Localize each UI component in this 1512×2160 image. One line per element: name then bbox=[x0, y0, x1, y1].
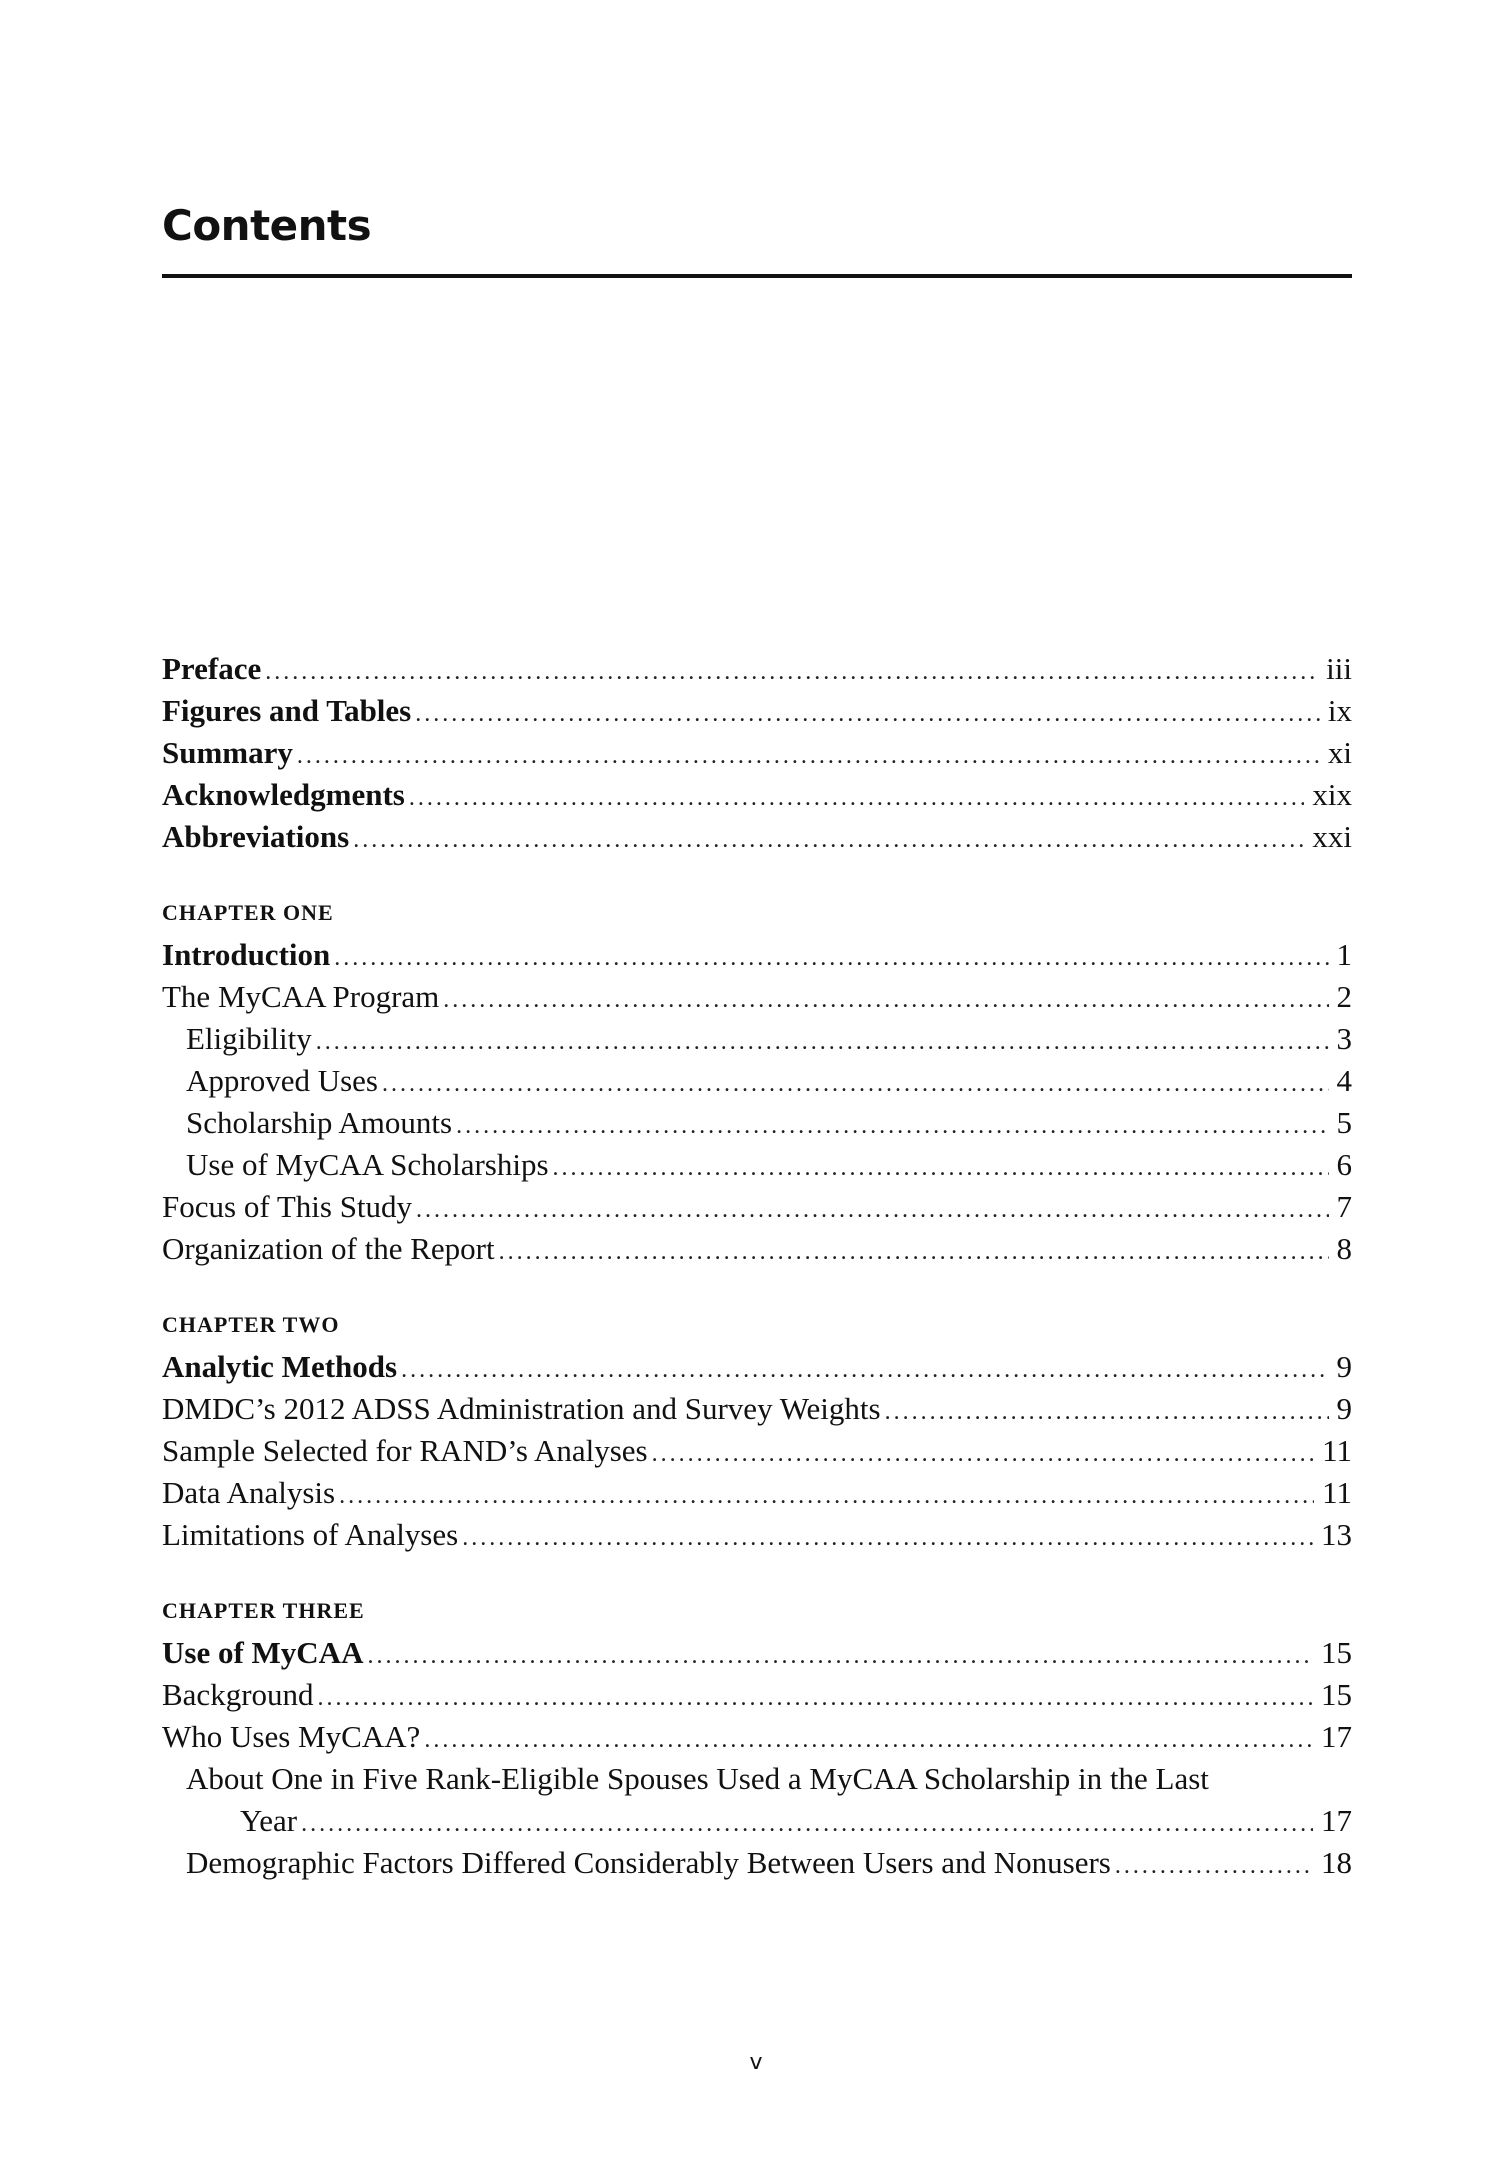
toc-entry-label: Summary bbox=[162, 735, 293, 770]
toc-entry[interactable] bbox=[162, 1430, 1352, 1472]
dot-leader bbox=[316, 1021, 1329, 1063]
toc-entry-page: iii bbox=[1326, 651, 1352, 686]
toc-entry-abbreviations[interactable] bbox=[162, 816, 1352, 858]
dot-leader bbox=[462, 1517, 1313, 1559]
toc-subentry[interactable] bbox=[162, 1144, 1352, 1186]
dot-leader bbox=[334, 937, 1328, 979]
toc-entry-page: 15 bbox=[1321, 1635, 1352, 1670]
toc-entry-page: 17 bbox=[1321, 1803, 1352, 1838]
toc-entry[interactable] bbox=[162, 1514, 1352, 1556]
toc-entry-label: Focus of This Study bbox=[162, 1189, 413, 1224]
toc-entry-page: 3 bbox=[1336, 1021, 1352, 1056]
title-rule bbox=[162, 274, 1352, 278]
toc-entry-page: 18 bbox=[1321, 1845, 1352, 1880]
toc-entry-label: Use of MyCAA Scholarships bbox=[186, 1147, 549, 1182]
toc-entry-label: Scholarship Amounts bbox=[186, 1105, 453, 1140]
toc-entry[interactable] bbox=[162, 1388, 1352, 1430]
dot-leader bbox=[265, 651, 1318, 693]
toc-entry-label: Organization of the Report bbox=[162, 1231, 495, 1266]
toc-entry-label: Limitations of Analyses bbox=[162, 1517, 459, 1552]
dot-leader bbox=[382, 1063, 1329, 1105]
dot-leader bbox=[297, 735, 1320, 777]
dot-leader bbox=[409, 777, 1305, 819]
toc-entry[interactable] bbox=[162, 1228, 1352, 1270]
dot-leader bbox=[885, 1391, 1329, 1433]
dot-leader bbox=[416, 1189, 1328, 1231]
toc-entry[interactable] bbox=[162, 976, 1352, 1018]
toc-entry-label: Demographic Factors Differed Considerably Between Users and Nonusers bbox=[186, 1845, 1111, 1880]
toc-entry-label: The MyCAA Program bbox=[162, 979, 440, 1014]
chapter-heading: CHAPTER THREE bbox=[162, 1598, 365, 1623]
dot-leader bbox=[301, 1803, 1313, 1845]
toc-chapter-title[interactable] bbox=[162, 1632, 1352, 1674]
toc-entry-page: 4 bbox=[1336, 1063, 1352, 1098]
dot-leader bbox=[339, 1475, 1314, 1517]
toc-entry-page: 9 bbox=[1336, 1391, 1352, 1426]
toc-entry-label: Data Analysis bbox=[162, 1475, 336, 1510]
toc-entry-label: Figures and Tables bbox=[162, 693, 412, 728]
toc-entry-page: 11 bbox=[1322, 1475, 1352, 1510]
toc-chapter-title[interactable] bbox=[162, 1346, 1352, 1388]
toc-subentry-line2[interactable] bbox=[162, 1800, 1352, 1842]
toc-subentry-line1[interactable] bbox=[162, 1758, 1352, 1800]
toc-entry-page: 7 bbox=[1336, 1189, 1352, 1224]
toc-entry-page: ix bbox=[1327, 693, 1352, 728]
toc-entry-page: xxi bbox=[1312, 819, 1352, 854]
toc-entry-label: Introduction bbox=[162, 937, 331, 972]
toc-entry-label: About One in Five Rank-Eligible Spouses Used a MyCAA Scholarship in the Last bbox=[186, 1761, 1209, 1796]
dot-leader bbox=[1115, 1845, 1313, 1887]
dot-leader bbox=[652, 1433, 1315, 1475]
toc-entry-label: Eligibility bbox=[186, 1021, 312, 1056]
toc-entry-acknowledgments[interactable] bbox=[162, 774, 1352, 816]
dot-leader bbox=[499, 1231, 1329, 1273]
toc-chapter-title[interactable] bbox=[162, 934, 1352, 976]
dot-leader bbox=[443, 979, 1328, 1021]
toc-entry-label: Analytic Methods bbox=[162, 1349, 398, 1384]
toc-entry-label: Year bbox=[240, 1803, 298, 1838]
toc-entry-label: Preface bbox=[162, 651, 262, 686]
toc-entry-page: 17 bbox=[1321, 1719, 1352, 1754]
dot-leader bbox=[318, 1677, 1313, 1719]
toc-entry-page: 6 bbox=[1336, 1147, 1352, 1182]
toc-subentry[interactable] bbox=[162, 1018, 1352, 1060]
toc-entry-page: 13 bbox=[1321, 1517, 1352, 1552]
toc-entry[interactable] bbox=[162, 1472, 1352, 1514]
toc-entry[interactable] bbox=[162, 1674, 1352, 1716]
page-title: Contents bbox=[162, 201, 372, 250]
toc-entry-label: Acknowledgments bbox=[162, 777, 405, 812]
toc-entry-label: DMDC’s 2012 ADSS Administration and Survey Weights bbox=[162, 1391, 881, 1426]
toc-entry-page: 5 bbox=[1336, 1105, 1352, 1140]
toc-entry-page: xi bbox=[1327, 735, 1352, 770]
toc-entry-page: 1 bbox=[1336, 937, 1352, 972]
dot-leader bbox=[401, 1349, 1328, 1391]
toc-entry-label: Sample Selected for RAND’s Analyses bbox=[162, 1433, 648, 1468]
toc-entry-page: 15 bbox=[1321, 1677, 1352, 1712]
dot-leader bbox=[353, 819, 1304, 861]
toc-entry-page: 9 bbox=[1336, 1349, 1352, 1384]
dot-leader bbox=[456, 1105, 1328, 1147]
dot-leader bbox=[424, 1719, 1313, 1761]
toc-entry-preface[interactable] bbox=[162, 648, 1352, 690]
dot-leader bbox=[415, 693, 1320, 735]
toc-entry-page: 8 bbox=[1336, 1231, 1352, 1266]
chapter-heading: CHAPTER ONE bbox=[162, 900, 334, 925]
toc-entry[interactable] bbox=[162, 1716, 1352, 1758]
toc-entry-summary[interactable] bbox=[162, 732, 1352, 774]
toc-entry-label: Abbreviations bbox=[162, 819, 350, 854]
toc-entry-label: Approved Uses bbox=[186, 1063, 378, 1098]
toc-entry-page: 11 bbox=[1322, 1433, 1352, 1468]
toc-entry-label: Use of MyCAA bbox=[162, 1635, 364, 1670]
toc-entry-label: Who Uses MyCAA? bbox=[162, 1719, 421, 1754]
toc-entry-label: Background bbox=[162, 1677, 314, 1712]
dot-leader bbox=[367, 1635, 1313, 1677]
toc-subentry[interactable] bbox=[162, 1842, 1352, 1884]
toc-entry-page: 2 bbox=[1336, 979, 1352, 1014]
table-of-contents bbox=[162, 648, 1352, 1884]
toc-subentry[interactable] bbox=[162, 1060, 1352, 1102]
toc-subentry[interactable] bbox=[162, 1102, 1352, 1144]
toc-entry[interactable] bbox=[162, 1186, 1352, 1228]
toc-entry-figures-and-tables[interactable] bbox=[162, 690, 1352, 732]
toc-entry-page: xix bbox=[1312, 777, 1352, 812]
page-number: v bbox=[749, 2050, 763, 2075]
dot-leader bbox=[553, 1147, 1329, 1189]
chapter-heading: CHAPTER TWO bbox=[162, 1312, 340, 1337]
